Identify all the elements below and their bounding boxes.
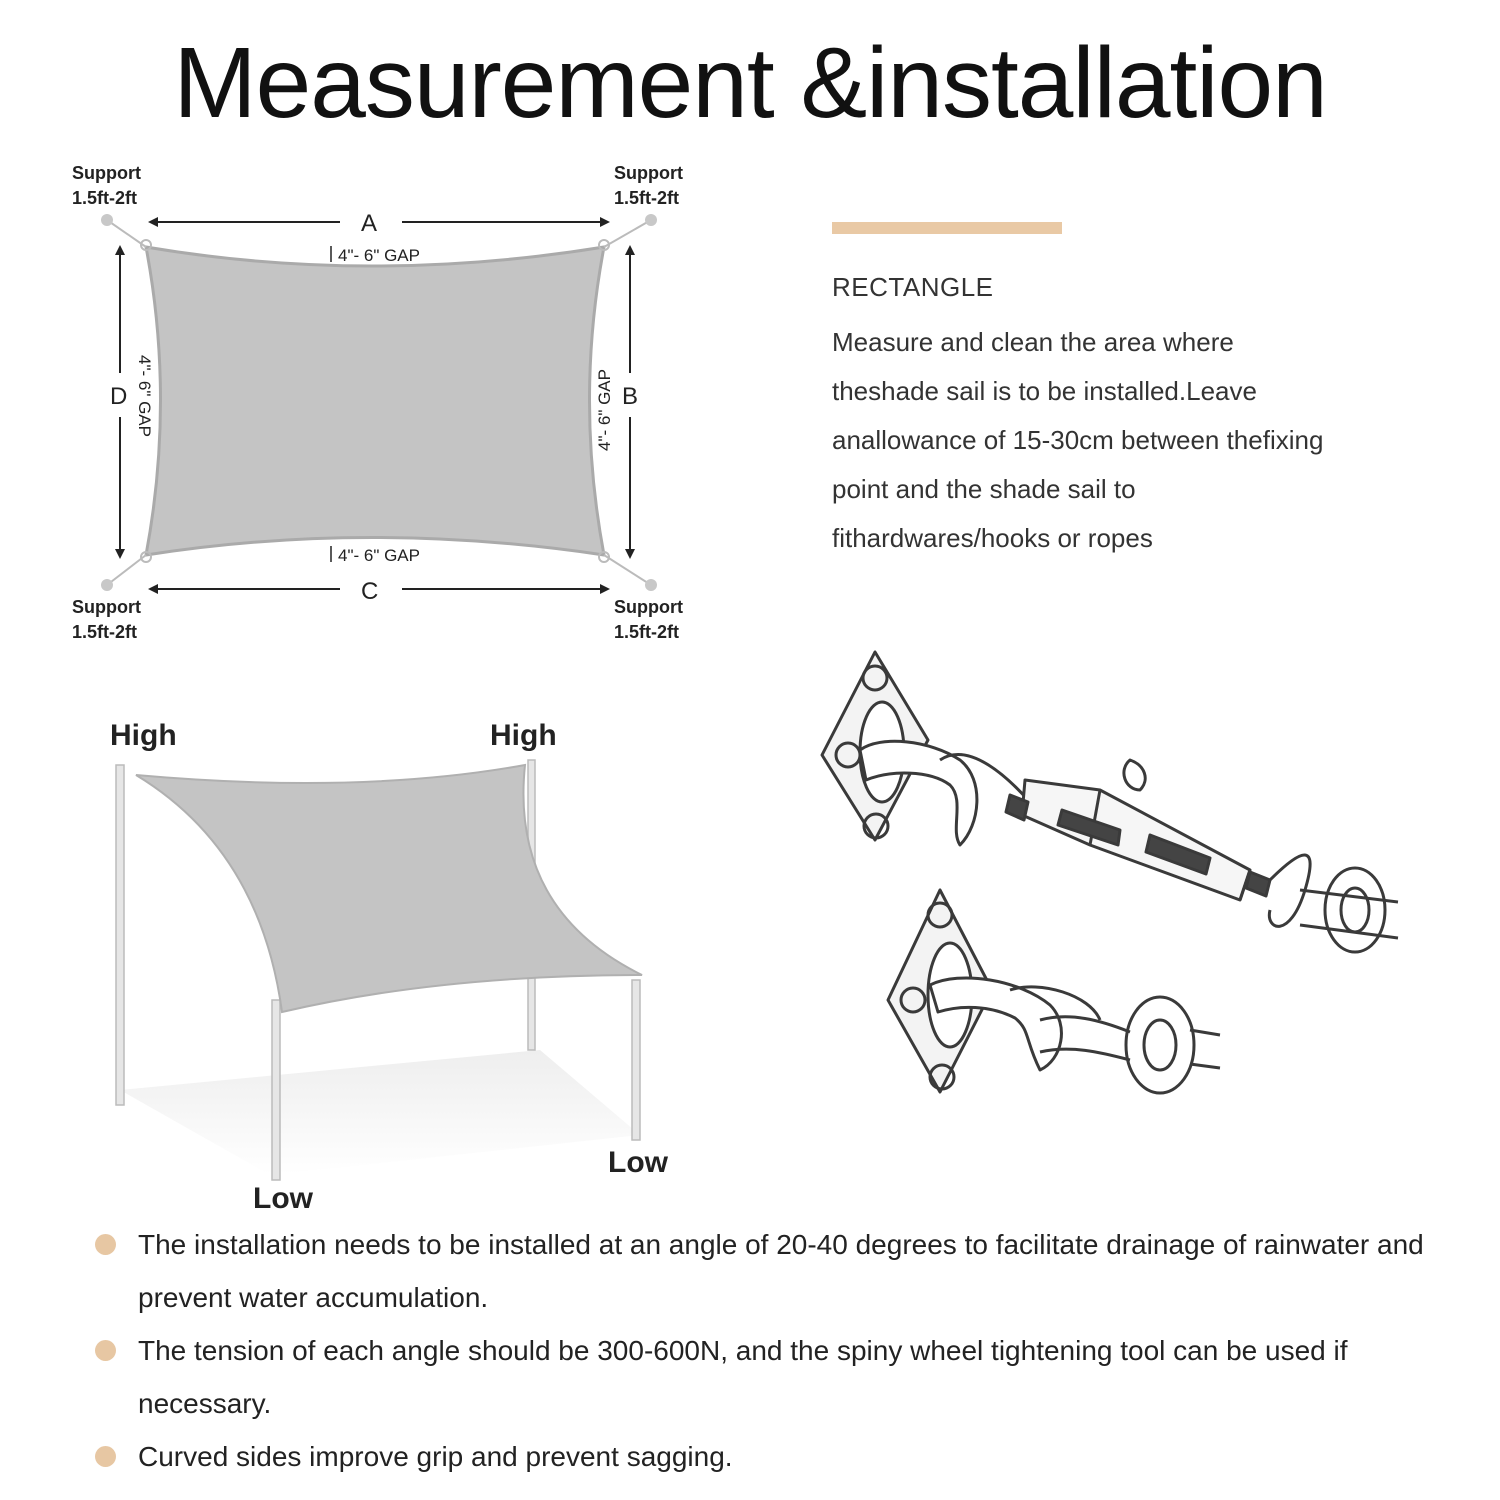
- description-line: anallowance of 15-30cm between thefixing: [832, 425, 1324, 455]
- installation-angle-diagram: [60, 690, 760, 1230]
- rectangle-heading: RECTANGLE: [832, 272, 994, 302]
- low-left-label: Low: [253, 1182, 313, 1215]
- thimble-icon: [1126, 997, 1194, 1093]
- measurement-diagram: [0, 155, 720, 655]
- high-right-label: High: [490, 719, 557, 752]
- description-line: theshade sail is to be installed.Leave: [832, 376, 1257, 406]
- note-text: Curved sides improve grip and prevent sagging.: [138, 1441, 733, 1472]
- shade-sail-shape: [146, 247, 604, 555]
- note-text: The installation needs to be installed at an angle of 20-40 degrees to facilitate drainage of rainwater and prevent water accumulation.: [138, 1229, 1424, 1313]
- support-value-br: 1.5ft-2ft: [614, 622, 680, 642]
- rectangle-description: [832, 318, 1392, 563]
- low-right-label: Low: [608, 1146, 668, 1179]
- side-label-c: C: [361, 578, 379, 605]
- support-label-br: Support: [614, 597, 683, 617]
- support-value-bl: 1.5ft-2ft: [72, 622, 138, 642]
- description-line: Measure and clean the area where: [832, 327, 1234, 357]
- note-item: [95, 1430, 1425, 1483]
- side-label-b: B: [622, 383, 639, 410]
- gap-label-left: 4"- 6" GAP: [135, 355, 154, 437]
- support-label-tl: Support: [72, 163, 141, 183]
- support-value-tr: 1.5ft-2ft: [614, 188, 680, 208]
- shade-sail-shape: [136, 765, 642, 1012]
- installation-notes: [95, 1218, 1425, 1483]
- side-label-d: D: [110, 383, 128, 410]
- gap-label-right: 4"- 6" GAP: [595, 369, 614, 451]
- page-title: Measurement &installation: [173, 27, 1327, 139]
- description-line: point and the shade sail to: [832, 474, 1136, 504]
- gap-label-bottom: 4"- 6" GAP: [338, 546, 420, 565]
- description-line: fithardwares/hooks or ropes: [832, 523, 1153, 553]
- support-label-tr: Support: [614, 163, 683, 183]
- note-item: [95, 1218, 1425, 1324]
- turnbuckle-icon: [1006, 760, 1270, 900]
- support-value-tl: 1.5ft-2ft: [72, 188, 138, 208]
- bullet-icon: [95, 1340, 116, 1361]
- thimble-icon: [1325, 868, 1385, 952]
- note-text: The tension of each angle should be 300-600N, and the spiny wheel tightening tool can be used if necessary.: [138, 1335, 1348, 1419]
- hardware-illustration: [800, 640, 1420, 1130]
- support-label-bl: Support: [72, 597, 141, 617]
- note-item: [95, 1324, 1425, 1430]
- high-left-label: High: [110, 719, 177, 752]
- gap-label-top: 4"- 6" GAP: [338, 246, 420, 265]
- side-label-a: A: [361, 210, 378, 237]
- bullet-icon: [95, 1234, 116, 1255]
- bullet-icon: [95, 1446, 116, 1467]
- accent-bar: [832, 222, 1062, 234]
